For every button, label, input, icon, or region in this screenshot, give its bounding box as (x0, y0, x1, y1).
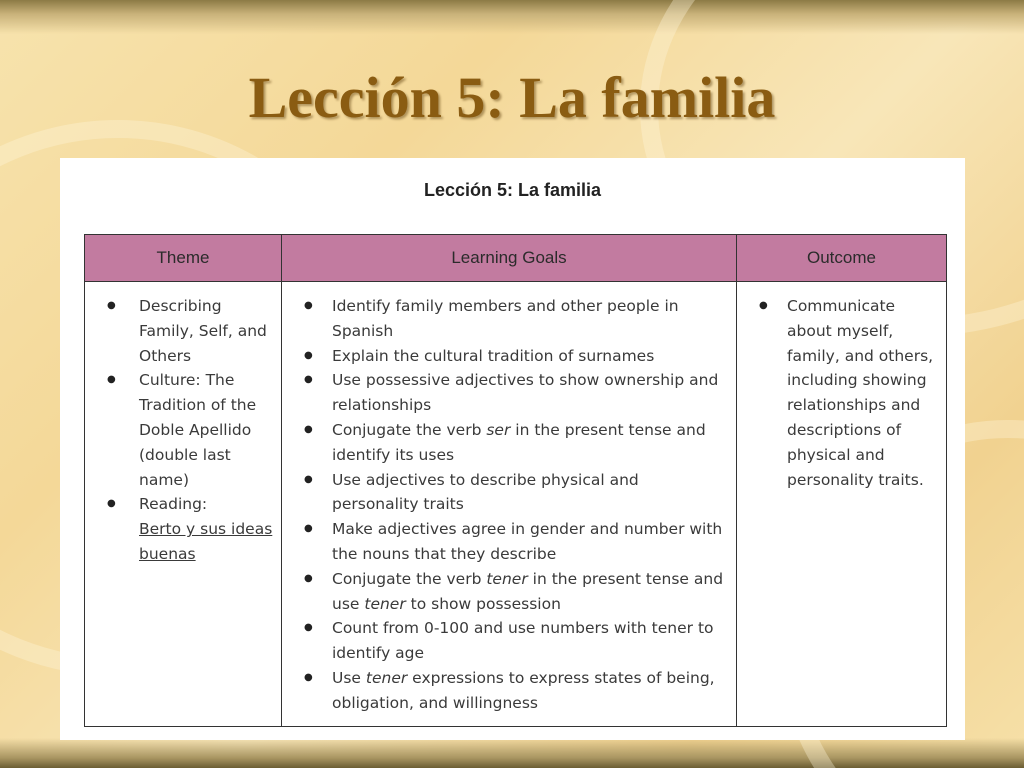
goal-text: in the present tense and identify its uses (332, 420, 706, 464)
goal-item: ● Explain the cultural tradition of surnames (288, 344, 730, 369)
document-image (60, 158, 965, 740)
goal-text: Conjugate the verb (332, 420, 487, 439)
theme-item (91, 492, 275, 566)
theme-item: ● Culture: The Tradition of the Doble Apellido (double last name) (91, 368, 275, 492)
goal-item: ● Use possessive adjectives to show ownership and relationships (288, 368, 730, 418)
theme-item: ● Describing Family, Self, and Others (91, 294, 275, 368)
goal-text: in the present tense and use (332, 569, 724, 613)
reading-title: Berto y sus ideas buenas (139, 520, 273, 563)
goal-verb-tener: tener (486, 569, 528, 588)
goal-item (288, 666, 730, 716)
lesson-table (84, 234, 947, 727)
goal-text: to show possession (405, 594, 561, 613)
document-heading: Lección 5: La familia (423, 180, 602, 200)
outcome-item: ● Communicate about myself, family, and others, including showing relationships and descriptions of physical and personality traits. (743, 294, 940, 492)
goal-item: ● Use adjectives to describe physical and personality traits (288, 468, 730, 518)
goal-verb-tener: tener (364, 594, 406, 613)
outcome-list (743, 294, 940, 492)
goal-item (288, 418, 730, 468)
goal-item: ● Make adjectives agree in gender and number with the nouns that they describe (288, 517, 730, 567)
goal-text: Conjugate the verb (332, 569, 487, 588)
theme-list (91, 294, 275, 567)
reading-label: Reading: (139, 495, 208, 514)
slide-title: Lección 5: La familia (248, 65, 776, 130)
theme-cell (85, 282, 282, 727)
learning-goals-cell (282, 282, 737, 727)
goal-item: ● Count from 0-100 and use numbers with tener to identify age (288, 616, 730, 666)
goal-text: expressions to express states of being, obligation, and willingness (332, 668, 715, 712)
header-row (85, 235, 947, 282)
learning-goals-list (288, 294, 730, 716)
goal-item (288, 567, 730, 617)
content-row (85, 282, 947, 727)
outcome-cell (737, 282, 947, 727)
goal-item: ● Identify family members and other people in Spanish (288, 294, 730, 344)
header-theme: Theme (85, 235, 282, 282)
header-learning-goals: Learning Goals (282, 235, 737, 282)
goal-text: Use (332, 668, 366, 687)
header-outcome: Outcome (737, 235, 947, 282)
goal-verb-tener: tener (365, 668, 408, 687)
goal-verb-ser: ser (486, 420, 511, 439)
